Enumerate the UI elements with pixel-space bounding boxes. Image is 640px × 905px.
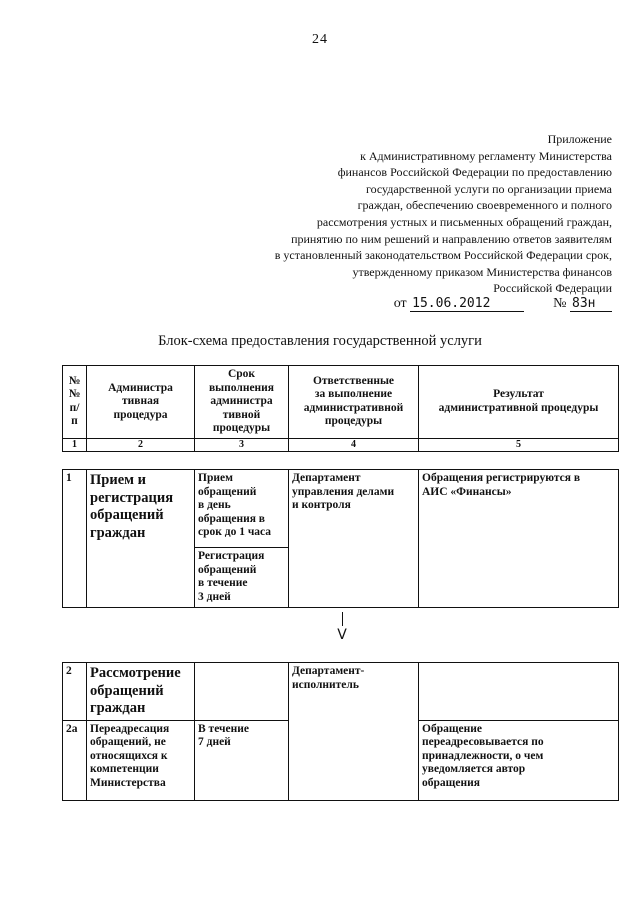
appendix-line: Российской Федерации	[493, 281, 612, 296]
page-number: 24	[312, 32, 328, 47]
procedure-name: Прием и регистрация обращений граждан	[87, 470, 195, 608]
appendix-line: финансов Российской Федерации по предоставлению	[337, 165, 612, 180]
down-arrow-icon	[332, 612, 352, 642]
procedure-result: Обращение переадресовывается по принадлежности, о чем уведомляется автор обращения	[419, 720, 619, 800]
header-responsible: Ответственные за выполнение административной процедуры	[289, 366, 419, 439]
column-number: 2	[87, 438, 195, 451]
procedure-term: В течение 7 дней	[195, 720, 289, 800]
header-procedure: Администра тивная процедура	[87, 366, 195, 439]
responsible-unit: Департамент- исполнитель	[289, 663, 419, 801]
column-number: 1	[63, 438, 87, 451]
appendix-line: государственной услуги по организации приема	[365, 181, 612, 196]
procedure-name: Рассмотрение обращений граждан	[87, 663, 195, 721]
order-date: 15.06.2012	[410, 296, 524, 312]
appendix-line: принятию по ним решений и направлению ответов заявителям	[291, 231, 612, 246]
appendix-line: к Административному регламенту Министерства	[360, 148, 612, 163]
appendix-line: граждан, обеспечению своевременного и полного	[357, 198, 612, 213]
document-title: Блок-схема предоставления государственной услуги	[158, 333, 482, 349]
procedure-block-2	[62, 662, 619, 801]
procedure-term	[195, 663, 289, 721]
procedure-result: Обращения регистрируются в АИС «Финансы»	[419, 470, 619, 608]
header-result: Результат административной процедуры	[419, 366, 619, 439]
table-header	[62, 365, 619, 452]
procedure-term: Прием обращений в день обращения в срок до 1 часа	[195, 470, 289, 548]
row-number: 1	[63, 470, 87, 608]
header-term: Срок выполнения администра тивной процедуры	[195, 366, 289, 439]
row-number: 2	[63, 663, 87, 721]
appendix-caption	[192, 131, 612, 297]
column-number: 3	[195, 438, 289, 451]
procedure-term: Регистрация обращений в течение 3 дней	[195, 548, 289, 608]
order-number: 83н	[570, 296, 612, 312]
column-number: 5	[419, 438, 619, 451]
arrow-glyph: V	[337, 627, 347, 643]
appendix-line: утвержденному приказом Министерства финансов	[352, 264, 612, 279]
procedure-result	[419, 663, 619, 721]
responsible-unit: Департамент управления делами и контроля	[289, 470, 419, 608]
column-number: 4	[289, 438, 419, 451]
appendix-line: Приложение	[547, 132, 612, 146]
procedure-name: Переадресация обращений, не относящихся к компетенции Министерства	[87, 720, 195, 800]
header-number: № № п/ п	[63, 366, 87, 439]
appendix-line: в установленный законодательством Российской Федерации срок,	[274, 248, 612, 263]
row-number: 2а	[63, 720, 87, 800]
order-number-prefix: №	[553, 296, 567, 311]
order-reference	[394, 296, 612, 312]
order-date-prefix: от	[393, 296, 407, 311]
appendix-line: рассмотрения устных и письменных обращений граждан,	[316, 214, 612, 229]
procedure-block-1	[62, 469, 619, 608]
